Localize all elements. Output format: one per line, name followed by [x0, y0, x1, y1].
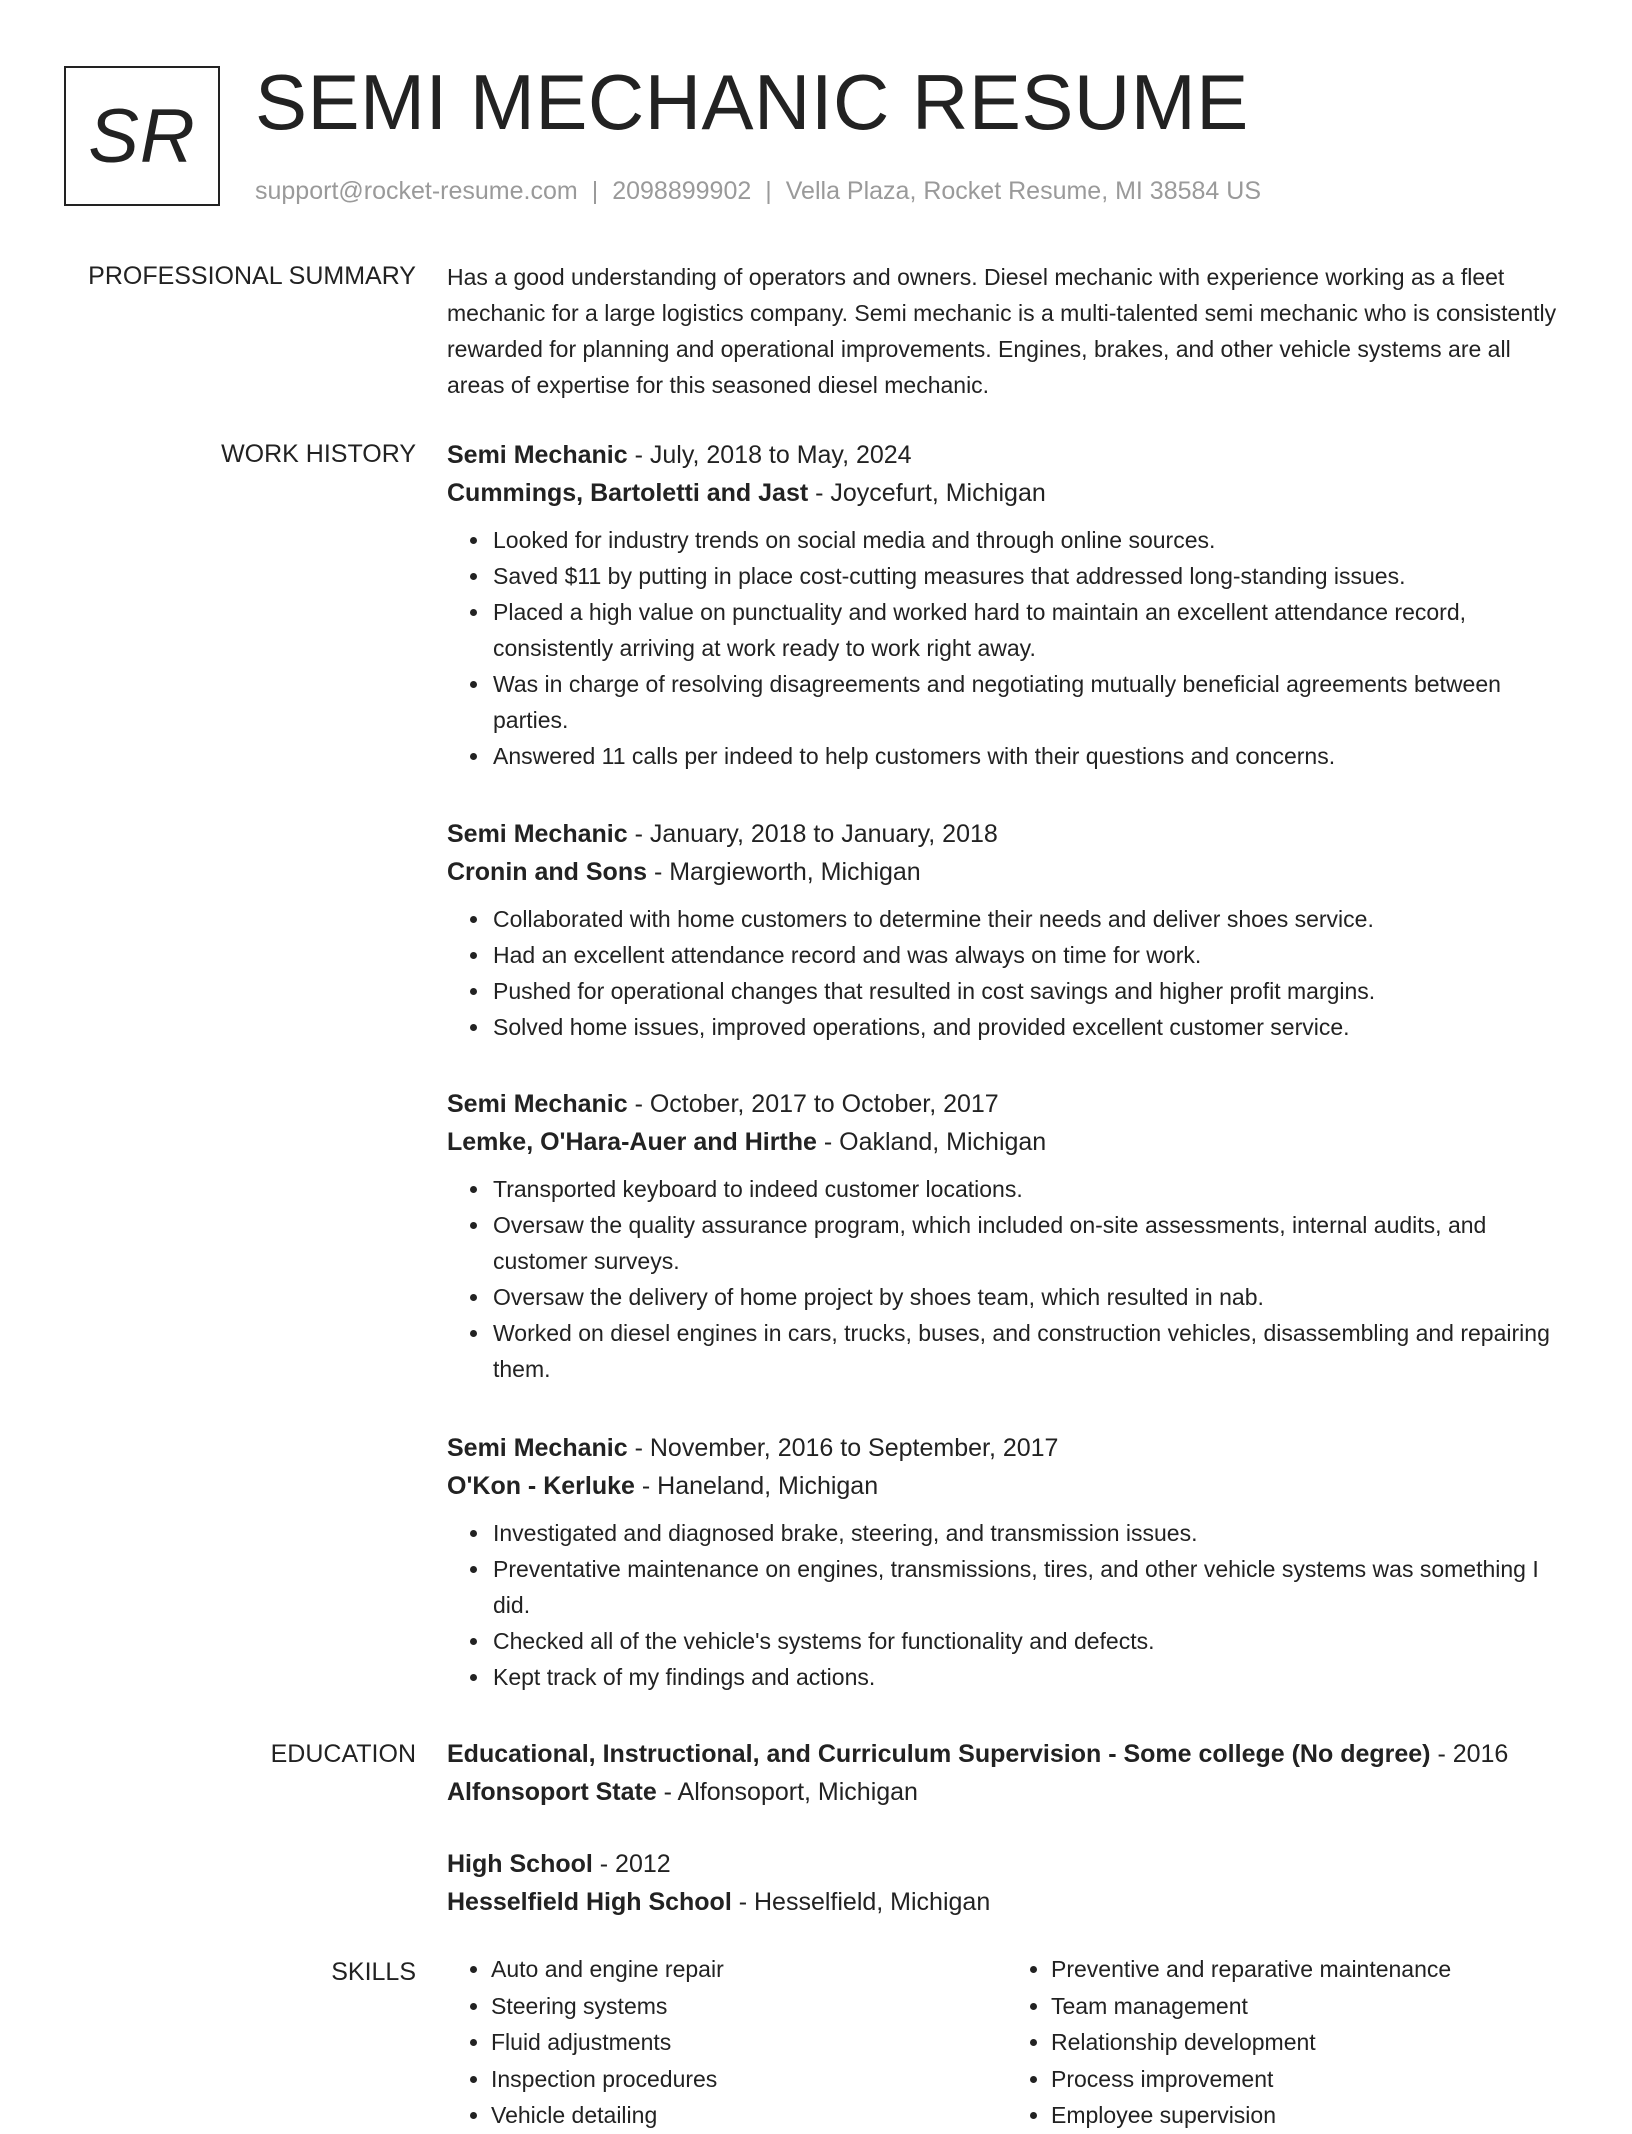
skill-item: • Auto and engine repair: [491, 1951, 1007, 1988]
education-entry: [447, 1735, 1567, 1811]
job-bullets: [447, 1515, 1567, 1695]
job-title: Semi Mechanic: [447, 441, 628, 469]
contact-line: [255, 174, 1261, 208]
job-title: Semi Mechanic: [447, 820, 628, 848]
job-location: - Joycefurt, Michigan: [808, 479, 1046, 507]
contact-email: support@rocket-resume.com: [255, 177, 578, 205]
education-degree-line: [447, 1735, 1567, 1773]
job-bullet: • Answered 11 calls per indeed to help customers with their questions and concerns.: [491, 738, 1567, 774]
education-degree-line: [447, 1845, 1567, 1883]
skill-item: • Process improvement: [1051, 2061, 1567, 2098]
job-title-line: [447, 1429, 1567, 1467]
job-company-line: [447, 1123, 1567, 1161]
job-dates: - October, 2017 to October, 2017: [627, 1090, 999, 1118]
skill-item: • Team management: [1051, 1988, 1567, 2025]
job-dates: - July, 2018 to May, 2024: [627, 441, 912, 469]
education-year: - 2016: [1430, 1740, 1509, 1768]
job-entry: [447, 1085, 1567, 1387]
job-title-line: [447, 436, 1567, 474]
job-bullets: [447, 522, 1567, 774]
job-bullet: • Pushed for operational changes that resulted in cost savings and higher profit margins.: [491, 973, 1567, 1009]
skills-column-right: [1007, 1951, 1567, 2134]
job-company: Cummings, Bartoletti and Jast: [447, 479, 809, 507]
section-label-education: EDUCATION: [270, 1740, 416, 1768]
skill-item: • Inspection procedures: [491, 2061, 1007, 2098]
skill-item: • Employee supervision: [1051, 2097, 1567, 2134]
job-bullet: • Had an excellent attendance record and was always on time for work.: [491, 937, 1567, 973]
job-bullet: • Worked on diesel engines in cars, trucks, buses, and construction vehicles, disassembling and repairing them.: [491, 1315, 1567, 1387]
job-bullets: [447, 901, 1567, 1045]
job-bullet: • Looked for industry trends on social media and through online sources.: [491, 522, 1567, 558]
education-location: - Alfonsoport, Michigan: [656, 1778, 918, 1806]
monogram-logo: SR: [64, 66, 220, 206]
professional-summary: Has a good understanding of operators and owners. Diesel mechanic with experience working as a fleet mechanic for a large logistics company. Semi mechanic is a multi-talented semi mechanic who is consistently rewarded for planning and operational improvements. Engines, brakes, and other vehicle systems are all areas of expertise for this seasoned diesel mechanic.: [447, 264, 1557, 398]
contact-separator: |: [591, 177, 599, 205]
job-title: Semi Mechanic: [447, 1434, 628, 1462]
education-entry: [447, 1845, 1567, 1921]
job-company-line: [447, 853, 1567, 891]
education-school-line: [447, 1883, 1567, 1921]
job-bullet: • Placed a high value on punctuality and worked hard to maintain an excellent attendance record, consistently arriving at work ready to work right away.: [491, 594, 1567, 666]
skill-item: • Relationship development: [1051, 2024, 1567, 2061]
section-label-work-history: WORK HISTORY: [221, 440, 416, 468]
job-title-line: [447, 815, 1567, 853]
section-label-summary: PROFESSIONAL SUMMARY: [88, 262, 416, 290]
job-dates: - November, 2016 to September, 2017: [627, 1434, 1059, 1462]
job-bullet: • Collaborated with home customers to determine their needs and deliver shoes service.: [491, 901, 1567, 937]
education-year: - 2012: [592, 1850, 671, 1878]
contact-address: Vella Plaza, Rocket Resume, MI 38584 US: [785, 177, 1261, 205]
job-entry: [447, 1429, 1567, 1695]
job-bullet: • Was in charge of resolving disagreements and negotiating mutually beneficial agreements between parties.: [491, 666, 1567, 738]
job-title-line: [447, 1085, 1567, 1123]
job-location: - Haneland, Michigan: [634, 1472, 879, 1500]
skill-item: • Steering systems: [491, 1988, 1007, 2025]
job-bullet: • Investigated and diagnosed brake, steering, and transmission issues.: [491, 1515, 1567, 1551]
education-degree: High School: [447, 1850, 593, 1878]
job-bullet: • Preventative maintenance on engines, transmissions, tires, and other vehicle systems was something I did.: [491, 1551, 1567, 1623]
contact-separator: |: [765, 177, 772, 205]
job-location: - Oakland, Michigan: [816, 1128, 1047, 1156]
skill-item: • Fluid adjustments: [491, 2024, 1007, 2061]
skills-list: [447, 1951, 1567, 2134]
resume-title: SEMI MECHANIC RESUME: [255, 58, 1249, 146]
job-company-line: [447, 1467, 1567, 1505]
education-location: - Hesselfield, Michigan: [731, 1888, 991, 1916]
job-location: - Margieworth, Michigan: [647, 858, 921, 886]
job-company: Lemke, O'Hara-Auer and Hirthe: [447, 1128, 817, 1156]
job-company-line: [447, 474, 1567, 512]
job-company: Cronin and Sons: [447, 858, 647, 886]
job-entry: [447, 815, 1567, 1045]
education-school: Hesselfield High School: [447, 1888, 732, 1916]
skills-column-left: [447, 1951, 1007, 2134]
education-school: Alfonsoport State: [447, 1778, 657, 1806]
job-bullet: • Solved home issues, improved operations, and provided excellent customer service.: [491, 1009, 1567, 1045]
job-dates: - January, 2018 to January, 2018: [627, 820, 998, 848]
job-bullet: • Transported keyboard to indeed customer locations.: [491, 1171, 1567, 1207]
section-label-skills: SKILLS: [331, 1958, 416, 1986]
job-bullet: • Oversaw the delivery of home project by shoes team, which resulted in nab.: [491, 1279, 1567, 1315]
skill-item: • Preventive and reparative maintenance: [1051, 1951, 1567, 1988]
job-company: O'Kon - Kerluke: [447, 1472, 635, 1500]
job-bullet: • Kept track of my findings and actions.: [491, 1659, 1567, 1695]
skill-item: • Vehicle detailing: [491, 2097, 1007, 2134]
education-degree: Educational, Instructional, and Curriculum Supervision - Some college (No degree): [447, 1740, 1431, 1768]
job-bullet: • Checked all of the vehicle's systems for functionality and defects.: [491, 1623, 1567, 1659]
job-bullets: [447, 1171, 1567, 1387]
job-bullet: • Saved $11 by putting in place cost-cutting measures that addressed long-standing issues.: [491, 558, 1567, 594]
job-entry: [447, 436, 1567, 774]
job-title: Semi Mechanic: [447, 1090, 628, 1118]
job-bullet: • Oversaw the quality assurance program, which included on-site assessments, internal audits, and customer surveys.: [491, 1207, 1567, 1279]
education-school-line: [447, 1773, 1567, 1811]
contact-phone: 2098899902: [612, 177, 752, 205]
